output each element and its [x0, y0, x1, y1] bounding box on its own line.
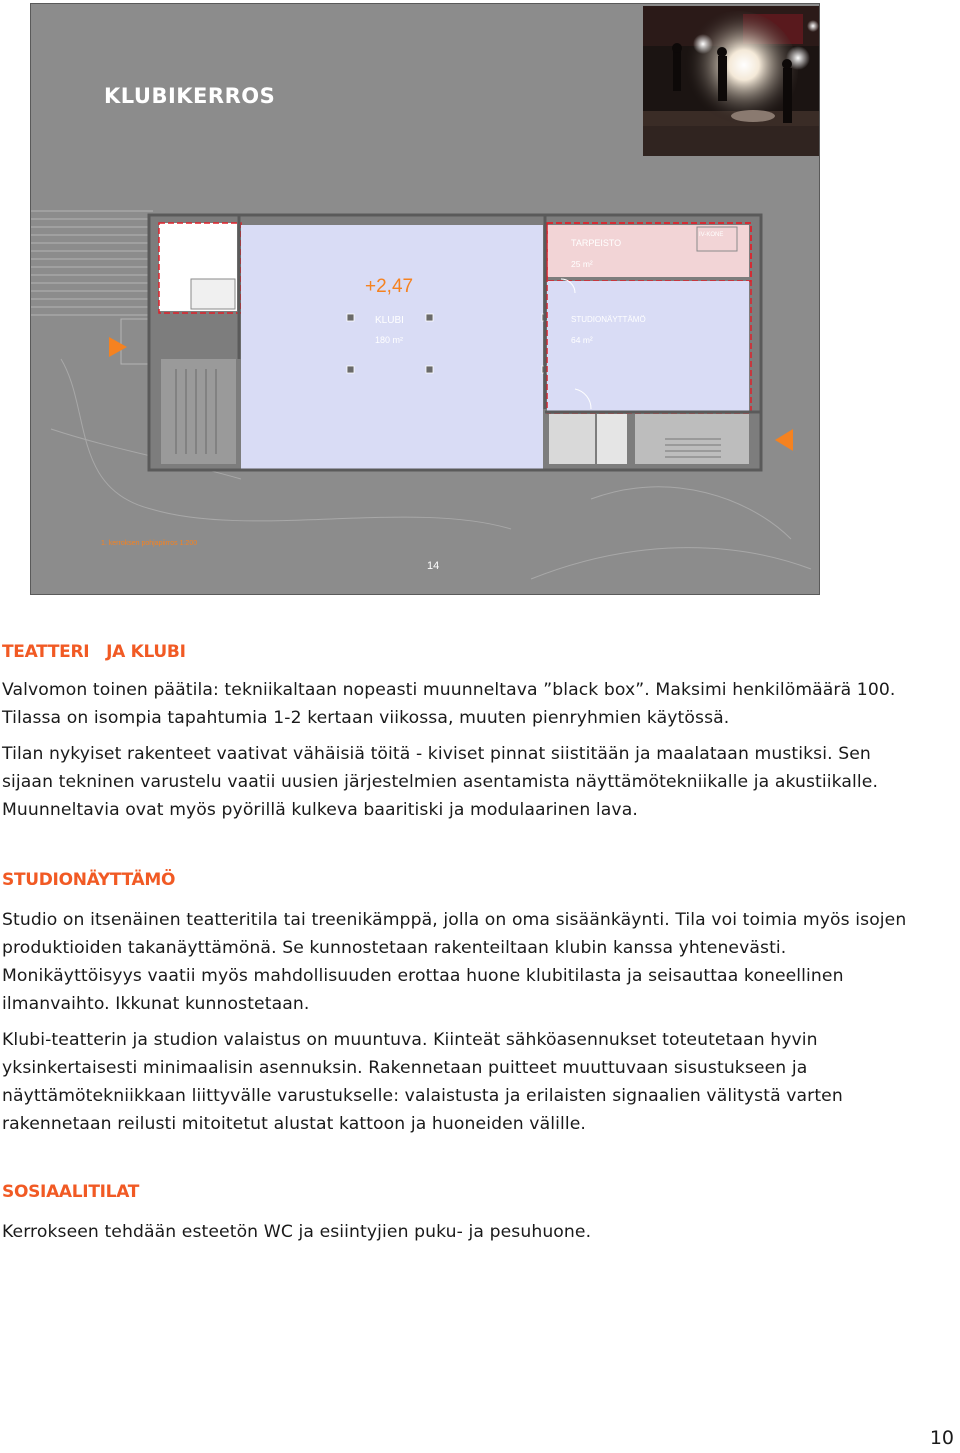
section-heading: TEATTERI JA KLUBI	[2, 642, 186, 662]
section-heading: STUDIONÄYTTÄMÖ	[2, 870, 176, 890]
studio-area: 64 m²	[571, 335, 593, 345]
paragraph: Studio on itsenäinen teatteritila tai treenikämppä, jolla on oma sisäänkäynti. Tila voi toimia myös isojen produktioiden takanäyttämönä. Se kunnostetaan rakenteiltaan klubin kanssa yhtenevästi. Monikäyttöisyys vaatii myös mahdollisuuden erottaa huone klubitilasta ja seisauttaa koneellinen ilmanvaihto. Ikkunat kunnostetaan.	[2, 910, 907, 1014]
wc-name: WC	[167, 238, 182, 248]
section-sosiaalitilat	[2, 1182, 922, 1246]
section-teatteri-klubi	[2, 642, 922, 824]
studio-name: STUDIONÄYTTÄMÖ	[571, 315, 646, 324]
wc-area: 15,5 m²	[167, 259, 198, 269]
klubi-area: 180 m²	[375, 335, 404, 345]
page-number: 10	[929, 1427, 954, 1449]
paragraph: Kerrokseen tehdään esteetön WC ja esiintyjien puku- ja pesuhuone.	[2, 1222, 592, 1242]
elevation-label: +2,47	[365, 276, 414, 297]
tarpeisto-name: TARPEISTO	[571, 238, 622, 248]
section-studionayttamo	[2, 870, 922, 1138]
tarpeisto-area: 25 m²	[571, 259, 593, 269]
concert-photo	[643, 6, 819, 156]
paragraph: Valvomon toinen päätila: tekniikaltaan nopeasti muunneltava ”black box”. Maksimi henkilömäärä 100. Tilassa on isompia tapahtumia 1-2 kertaan viikossa, muuten pienryhmien käytössä.	[2, 680, 896, 728]
slide-page-number: 14	[427, 560, 440, 572]
iv-kone-name: IV-KONE	[699, 232, 724, 238]
paragraph: Klubi-teatterin ja studion valaistus on muuntuva. Kiinteät sähköasennukset toteutetaan hyvin yksinkertaisesti minimaalisin asennuksin. Rakennetaan puitteet muuttuvaan sisustukseen ja näyttämötekniikkaan liittyvälle varustukselle: valaistusta ja erilaisten signaalien välitystä varten rakennetaan reilusti mitoitetut alustat kattoon ja huoneiden välille.	[2, 1030, 843, 1134]
slide-title: KLUBIKERROS	[104, 84, 276, 108]
klubi-name: KLUBI	[375, 315, 404, 326]
floor-plan-slide	[30, 3, 820, 595]
paragraph: Tilan nykyiset rakenteet vaativat vähäisiä töitä - kiviset pinnat siistitään ja maalataan mustiksi. Sen sijaan tekninen varustelu vaatii uusien järjestelmien asentamista näyttämötekniikalle ja akustiikalle. Muunneltavia ovat myös pyörillä kulkeva baaritiski ja modulaarinen lava.	[2, 744, 879, 820]
section-heading: SOSIAALITILAT	[2, 1182, 140, 1202]
document-body	[2, 642, 922, 1246]
floor-plan	[31, 209, 820, 589]
plan-caption: 1. kerroksen pohjapiirros 1:200	[101, 540, 198, 547]
